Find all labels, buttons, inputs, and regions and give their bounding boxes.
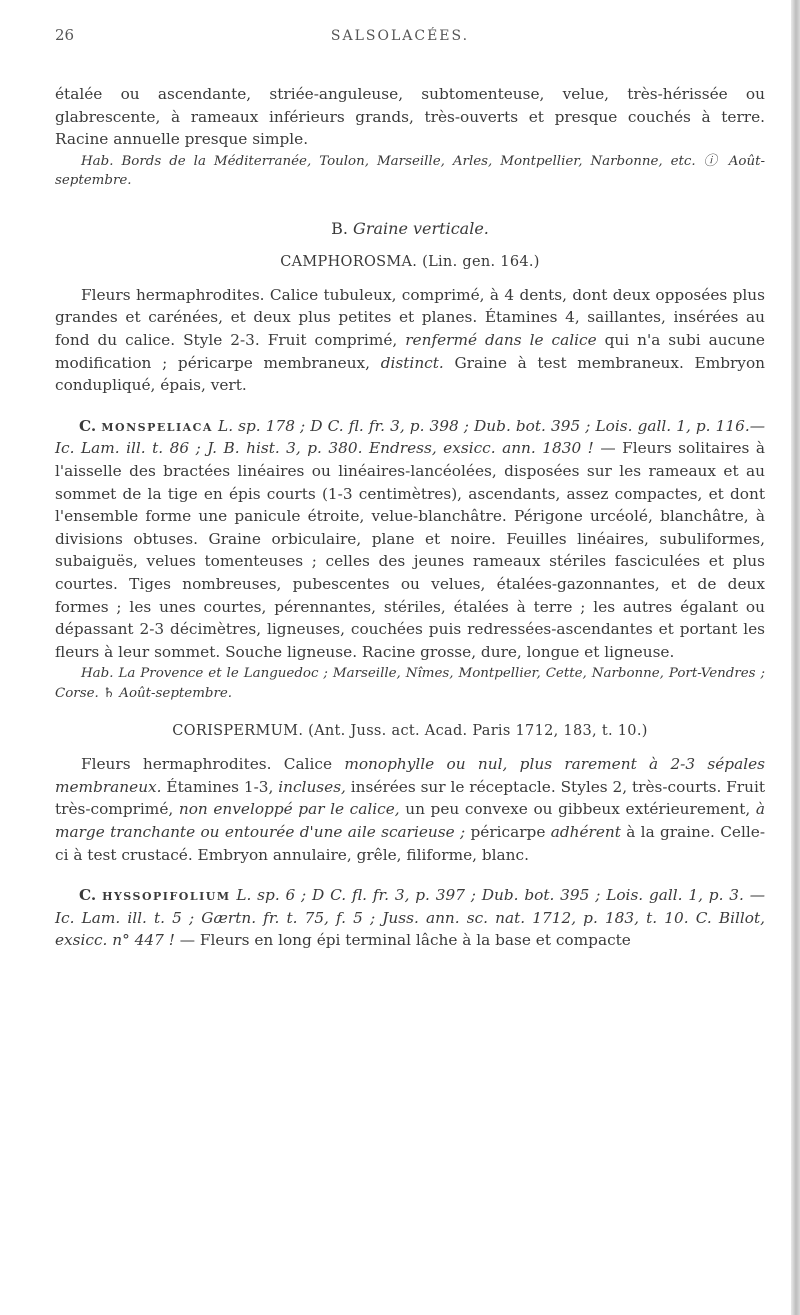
section-letter: B. [331,218,348,238]
species-name: monspeliaca [101,416,213,435]
running-head: SALSOLACÉES. [330,28,470,44]
corispermum-description: Fleurs hermaphrodites. Calice monophylle ou nul, plus rarement à 2-3 sépales membraneux. Étamines 1-3, incluses, insérées sur le réceptacle. Styles 2, très-courts. Fruit très-comprimé, non enveloppé par le calice, un peu convexe ou gibbeux extérieurement, à marge tranchante ou entourée d'une aile scarieuse ; péricarpe adhérent à la graine. Celle-ci à test crustacé. Embryon annulaire, grêle, filiforme, blanc. [55,755,766,864]
body-text [55,83,765,952]
page-number: 26 [55,26,75,44]
species-references: L. sp. 6 ; D C. fl. fr. 3, p. 397 ; Dub. bot. 395 ; Lois. gall. 1, p. 3. — Ic. Lam. ill. t. 5 ; Gærtn. fr. t. 75, f. 5 ; Juss. ann. sc. nat. 1712, p. 183, t. 10. C. Billot, exsicc. n° 447 ! [55,886,765,950]
section-title: Graine verticale. [353,218,489,238]
species-description: — Fleurs en long épi terminal lâche à la base et compacte [174,931,631,950]
species-letter: C. [79,416,97,435]
camphorosma-habitat: Hab. La Provence et le Languedoc ; Marseille, Nîmes, Montpellier, Cette, Narbonne, Port-Vendres ; Corse. ♄ Août-septembre. [55,666,765,701]
genus-camphorosma: CAMPHOROSMA. (Lin. gen. 164.) [280,253,540,270]
species-letter: C. [79,886,97,905]
page-edge [791,0,800,1315]
lead-paragraph: étalée ou ascendante, striée-anguleuse, subtomenteuse, velue, très-hérissée ou glabrescente, à rameaux inférieurs grands, très-ouverts et presque couchés à terre. Racine annuelle presque simple. [55,85,765,149]
camphorosma-description: Fleurs hermaphrodites. Calice tubuleux, comprimé, à 4 dents, dont deux opposées plus grandes et carénées, et deux plus petites et planes. Étamines 4, saillantes, insérées au fond du calice. Style 2-3. Fruit comprimé, renfermé dans le calice qui n'a subi aucune modification ; péricarpe membraneux, distinct. Graine à test membraneux. Embryon condupliqué, épais, vert. [55,285,766,395]
lead-habitat: Hab. Bords de la Méditerranée, Toulon, Marseille, Arles, Montpellier, Narbonne, etc. ⓘ Août-septembre. [55,153,765,189]
species-camphorosma-monspeliaca [55,415,765,664]
species-name: hyssopifolium [102,886,231,905]
species-description: — Fleurs solitaires à l'aisselle des bractées linéaires ou linéaires-lancéolées, disposées sur les rameaux et au sommet de la tige en épis courts (1-3 centimètres), ascendants, assez compactes, et dont l'ensemble forme une panicule étroite, velue-blanchâtre. Périgone urcéolé, blanchâtre, à divisions obtuses. Graine orbiculaire, plane et noire. Feuilles linéaires, subuliformes, subaiguës, velues tomenteuses ; celles des jeunes rameaux stériles fasciculées et plus courtes. Tiges nombreuses, pubescentes ou velues, étalées-gazonnantes, et de deux formes ; les unes courtes, pérennantes, stériles, étalées à terre ; les autres égalant ou dépassant 2-3 décimètres, ligneuses, couchées puis redressées-ascendantes et portant les fleurs à leur sommet. Souche ligneuse. Racine grosse, dure, longue et ligneuse. [55,439,765,661]
species-corispermum-hyssopifolium [55,884,765,952]
species-references: L. sp. 178 ; D C. fl. fr. 3, p. 398 ; Dub. bot. 395 ; Lois. gall. 1, p. 116.— Ic. Lam. ill. t. 86 ; J. B. hist. 3, p. 380. Endress, exsicc. ann. 1830 ! [55,416,765,458]
genus-corispermum: CORISPERMUM. (Ant. Juss. act. Acad. Paris 1712, 183, t. 10.) [172,723,648,740]
section-heading-b [55,219,765,238]
